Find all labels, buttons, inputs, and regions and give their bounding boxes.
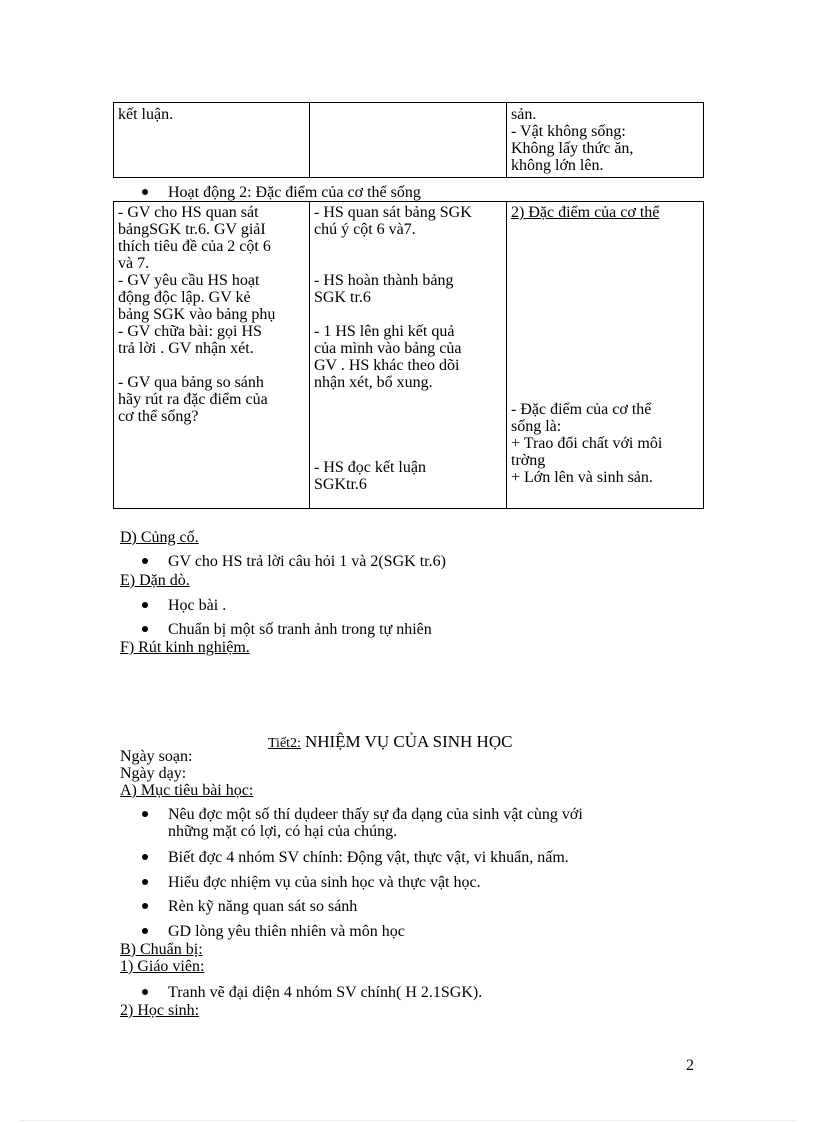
date-compose: Ngày soạn: (120, 748, 193, 765)
cell-line: bảng SGK vào bảng phụ (118, 306, 276, 323)
date-teach: Ngày dạy: (120, 765, 187, 782)
cell-gap (314, 306, 502, 323)
cell-gap (314, 408, 502, 425)
cell-line: - HS đọc kết luận (314, 459, 426, 476)
table-1-cell-3 (507, 106, 703, 176)
bullet-icon (142, 928, 148, 934)
section-a-heading: A) Mục tiêu bài học: (120, 782, 254, 799)
section-d-heading: D) Củng cố. (120, 529, 199, 546)
cell-line: thích tiêu đề của 2 cột 6 (118, 238, 271, 255)
bullet-icon (142, 989, 148, 995)
lesson-name: NHIỆM VỤ CỦA SINH HỌC (304, 732, 513, 751)
table-2-student-column (310, 204, 506, 493)
page-edge-divider (20, 1120, 796, 1121)
section-b-heading: B) Chuẩn bị: (120, 941, 203, 958)
bullet-icon (142, 811, 148, 817)
section-e-heading: E) Dặn dò. (120, 572, 190, 589)
list-item-line: Nêu đợc một số thí dụdeer thấy sự đa dạng của sinh vật cùng với (168, 806, 583, 823)
table-1-cell-1 (114, 106, 309, 176)
list-item-text: GD lòng yêu thiên nhiên và môn học (168, 923, 405, 940)
cell-line: - 1 HS lên ghi kết quả (314, 323, 455, 340)
cell-line: kết luận. (118, 106, 174, 123)
cell-line: trờng (511, 452, 546, 469)
cell-line: sản. (511, 106, 537, 123)
cell-line: Không lấy thức ăn, (511, 140, 634, 157)
table-2-teacher-column (114, 204, 309, 425)
cell-line: không lớn lên. (511, 157, 604, 174)
page-number: 2 (686, 1057, 694, 1074)
list-item-text: Biết đợc 4 nhóm SV chính: Động vật, thực vật, vi khuẩn, nấm. (168, 849, 569, 866)
list-item-text: Hiểu đợc nhiệm vụ của sinh học và thực vật học. (168, 874, 481, 891)
cell-line: và 7. (118, 255, 150, 272)
table-2-content-conclusion (507, 401, 703, 486)
cell-line: chú ý cột 6 và7. (314, 221, 416, 238)
cell-gap (118, 357, 305, 374)
list-item-text: Chuẩn bị một số tranh ảnh trong tự nhiên (168, 621, 432, 638)
cell-gap (314, 255, 502, 272)
cell-line: + Trao đổi chất với môi (511, 435, 663, 452)
cell-gap (314, 391, 502, 408)
bullet-icon (142, 903, 148, 909)
bullet-icon (142, 854, 148, 860)
list-item-text: Tranh vẽ đại diện 4 nhóm SV chính( H 2.1SGK). (168, 984, 483, 1001)
bullet-icon (142, 879, 148, 885)
list-item-text: Rèn kỹ năng quan sát so sánh (168, 898, 358, 915)
lesson-title (268, 733, 512, 752)
content-heading: 2) Đặc điểm của cơ thể (511, 204, 660, 221)
cell-line: SGK tr.6 (314, 289, 371, 306)
cell-line: động độc lập. GV kẻ (118, 289, 251, 306)
bullet-icon (142, 558, 148, 564)
lesson-label: Tiết2: (268, 736, 301, 751)
cell-line: hãy rút ra đặc điểm của (118, 391, 268, 408)
table-2-content-column (507, 204, 703, 221)
section-f-heading: F) Rút kinh nghiệm. (120, 639, 250, 656)
cell-line: - HS hoàn thành bảng (314, 272, 454, 289)
cell-gap (314, 442, 502, 459)
section-b2-heading: 2) Học sinh: (120, 1002, 200, 1019)
cell-line: - Đặc điểm của cơ thể (511, 401, 652, 418)
cell-gap (314, 238, 502, 255)
cell-line: nhận xét, bổ xung. (314, 374, 433, 391)
list-item-text: Học bài . (168, 597, 227, 614)
cell-line: sống là: (511, 418, 562, 435)
bullet-icon (142, 626, 148, 632)
bullet-icon (142, 189, 148, 195)
cell-gap (314, 425, 502, 442)
bullet-icon (142, 602, 148, 608)
list-item-line: những mặt có lợi, có hại của chúng. (168, 823, 398, 840)
list-item-text (168, 806, 583, 840)
cell-line: - GV cho HS quan sát (118, 204, 259, 221)
table-1-cell-2 (310, 106, 506, 176)
cell-line: - Vật không sống: (511, 123, 626, 140)
cell-line: - GV yêu cầu HS hoạt (118, 272, 260, 289)
section-b1-heading: 1) Giáo viên: (120, 958, 205, 975)
cell-line: GV . HS khác theo dõi (314, 357, 460, 374)
cell-line: SGKtr.6 (314, 476, 367, 493)
cell-line: của mình vào bảng của (314, 340, 462, 357)
list-item-text: GV cho HS trả lời câu hỏi 1 và 2(SGK tr.6) (168, 553, 446, 570)
cell-line: - GV chữa bài: gọi HS (118, 323, 262, 340)
cell-line: bảngSGK tr.6. GV giảI (118, 221, 266, 238)
cell-line: trả lời . GV nhận xét. (118, 340, 254, 357)
activity-2-title: Hoạt động 2: Đặc điểm của cơ thể sống (168, 184, 421, 201)
cell-line: - HS quan sát bảng SGK (314, 204, 472, 221)
cell-line: - GV qua bảng so sánh (118, 374, 264, 391)
cell-line: + Lớn lên và sinh sản. (511, 469, 653, 486)
cell-line: cơ thể sống? (118, 408, 199, 425)
